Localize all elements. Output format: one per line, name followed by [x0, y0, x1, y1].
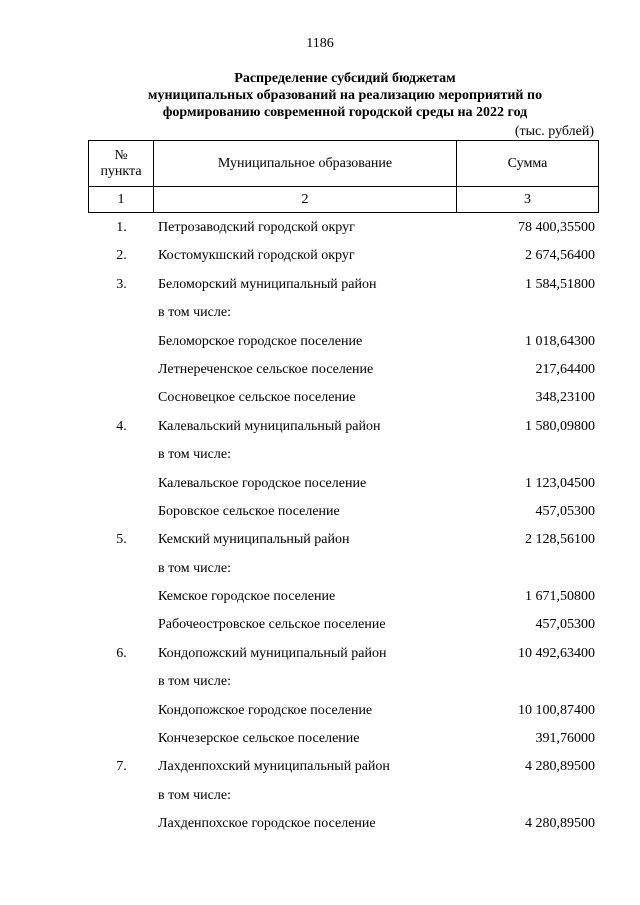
table-row — [88, 810, 599, 838]
row-name: Кончезерское сельское поселение — [158, 731, 360, 747]
table-row — [88, 611, 599, 639]
row-name: в том числе: — [158, 447, 231, 463]
row-amount: 1 671,50800 — [525, 589, 595, 605]
row-amount: 348,23100 — [535, 390, 595, 406]
table-row — [88, 697, 599, 725]
row-num: 7. — [116, 759, 127, 775]
row-name: Калевальский муниципальный район — [158, 418, 381, 434]
table-row — [88, 328, 599, 356]
row-name: Кондопожский муниципальный район — [158, 645, 387, 661]
row-amount: 1 123,04500 — [525, 475, 595, 491]
column-header-number-line1: № — [114, 147, 128, 163]
table-row — [88, 753, 599, 781]
row-name: в том числе: — [158, 305, 231, 321]
row-name: Калевальское городское поселение — [158, 475, 367, 491]
row-amount: 1 018,64300 — [525, 333, 595, 349]
row-amount: 78 400,35500 — [518, 220, 595, 235]
row-num: 5. — [116, 532, 127, 548]
row-amount: 10 100,87400 — [518, 702, 595, 718]
row-name: Костомукшский городской округ — [158, 248, 355, 264]
table-row — [88, 782, 599, 810]
row-num: 4. — [116, 418, 127, 434]
row-num: 3. — [116, 276, 127, 292]
row-name: Беломорский муниципальный район — [158, 276, 377, 292]
page-number: 1186 — [306, 36, 334, 51]
row-amount: 217,64400 — [535, 361, 595, 377]
row-amount: 2 674,56400 — [525, 248, 595, 264]
row-name: в том числе: — [158, 560, 231, 576]
column-index-2: 2 — [154, 187, 457, 213]
table-row — [88, 555, 599, 583]
row-amount: 1 580,09800 — [525, 418, 595, 434]
table-body — [88, 214, 599, 839]
row-name: Летнереченское сельское поселение — [158, 361, 374, 377]
table-row — [88, 668, 599, 696]
row-name: Кемский муниципальный район — [158, 532, 350, 548]
row-name: Сосновецкое сельское поселение — [158, 390, 356, 406]
table-header — [88, 140, 599, 213]
title-line: муниципальных образований на реализацию мероприятий по — [147, 88, 543, 103]
column-header-number — [89, 141, 154, 187]
row-amount: 4 280,89500 — [525, 759, 595, 775]
table-row — [88, 384, 599, 412]
row-amount: 10 492,63400 — [518, 645, 595, 661]
table-row — [88, 242, 599, 270]
column-header-name: Муниципальное образование — [154, 141, 457, 187]
column-header-sum: Сумма — [457, 141, 599, 187]
table-row — [88, 583, 599, 611]
row-name: Петрозаводский городской округ — [158, 220, 355, 235]
row-amount: 457,05300 — [535, 503, 595, 519]
table-row — [88, 470, 599, 498]
table-row — [88, 441, 599, 469]
table-row — [88, 299, 599, 327]
table-row — [88, 725, 599, 753]
row-num: 1. — [116, 220, 127, 235]
row-num: 6. — [116, 645, 127, 661]
table-row — [88, 214, 599, 242]
column-index-1: 1 — [89, 187, 154, 213]
row-name: Беломорское городское поселение — [158, 333, 363, 349]
title-line: формированию современной городской среды на 2022 год — [162, 105, 528, 120]
row-name: Кемское городское поселение — [158, 589, 336, 605]
table-row — [88, 526, 599, 554]
table-row — [88, 271, 599, 299]
row-name: Кондопожское городское поселение — [158, 702, 373, 718]
row-name: в том числе: — [158, 787, 231, 803]
table-row — [88, 498, 599, 526]
row-amount: 457,05300 — [535, 617, 595, 633]
row-name: Лахденпохское городское поселение — [158, 816, 376, 832]
document-title — [95, 70, 595, 121]
row-name: Рабочеостровское сельское поселение — [158, 617, 386, 633]
row-name: в том числе: — [158, 674, 231, 690]
row-amount: 1 584,51800 — [525, 276, 595, 292]
row-amount: 391,76000 — [535, 731, 595, 747]
column-header-number-line2: пункта — [100, 163, 142, 179]
table-row — [88, 356, 599, 384]
row-amount: 2 128,56100 — [525, 532, 595, 548]
row-amount: 4 280,89500 — [525, 816, 595, 832]
row-name: Боровское сельское поселение — [158, 503, 340, 519]
row-num: 2. — [116, 248, 127, 264]
title-line: Распределение субсидий бюджетам — [234, 71, 456, 86]
table-row — [88, 413, 599, 441]
units-label: (тыс. рублей) — [514, 124, 594, 139]
column-index-3: 3 — [457, 187, 599, 213]
table-row — [88, 640, 599, 668]
row-name: Лахденпохский муниципальный район — [158, 759, 390, 775]
